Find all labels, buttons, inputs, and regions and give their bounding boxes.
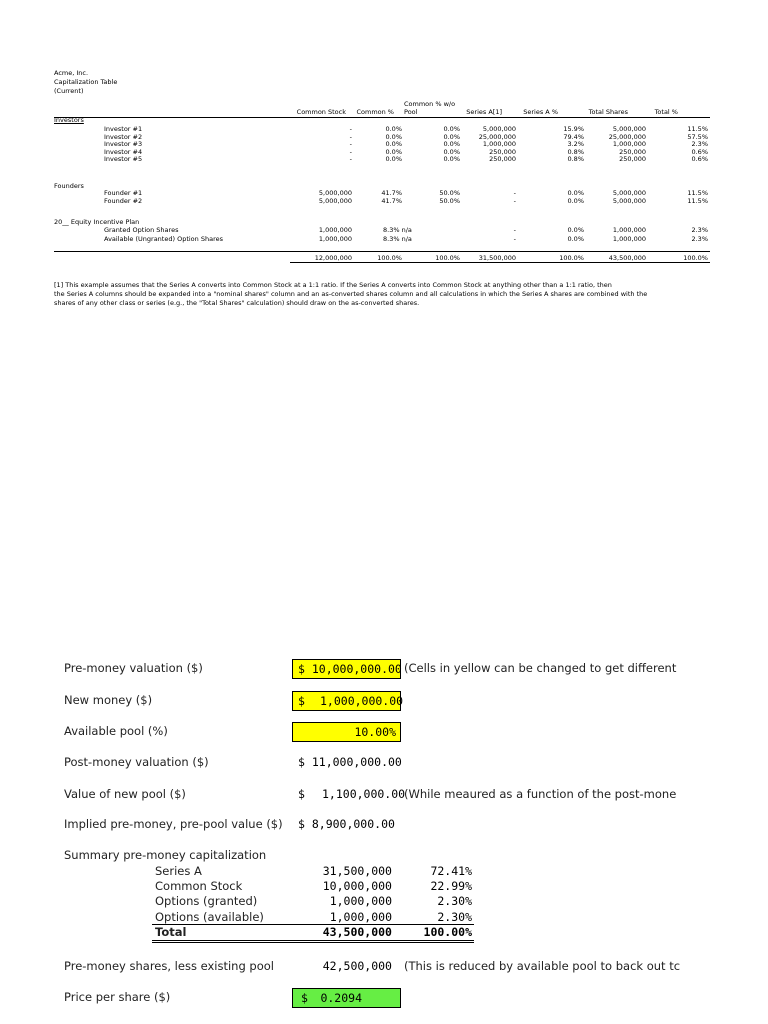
row-series-a-pct: 0.0% bbox=[567, 197, 584, 205]
new-money-dollar: $ bbox=[298, 694, 305, 708]
row-common-wo-pool: 0.0% bbox=[443, 140, 460, 149]
summary-row-pct: 2.30% bbox=[437, 909, 472, 924]
summary-row-shares: 1,000,000 bbox=[329, 894, 392, 909]
total-series-a: 31,500,000 bbox=[478, 254, 516, 262]
row-series-a: 25,000,000 bbox=[478, 132, 516, 141]
summary-total-rule-bottom bbox=[152, 940, 474, 941]
row-common-stock: - bbox=[349, 140, 352, 149]
row-common-pct: 0.0% bbox=[385, 132, 402, 141]
summary-total-pct: 100.00% bbox=[423, 925, 472, 939]
col-total-shares: Total Shares bbox=[588, 108, 628, 116]
row-common-pct: 41.7% bbox=[381, 189, 402, 197]
row-series-a-pct: 15.9% bbox=[563, 125, 584, 133]
row-total-pct: 0.6% bbox=[691, 155, 708, 164]
row-total-shares: 1,000,000 bbox=[612, 226, 646, 234]
row-common-pct: 8.3% n/a bbox=[383, 234, 412, 243]
footnote-line-3: shares of any other class or series (e.g., the "Total Shares" calculation) should draw on the as-converted shares. bbox=[54, 299, 420, 307]
post-money-value: $ 11,000,000.00 bbox=[298, 755, 402, 769]
price-dollar: $ bbox=[301, 991, 308, 1005]
row-series-a: 1,000,000 bbox=[482, 140, 516, 149]
row-common-stock: 5,000,000 bbox=[318, 197, 352, 205]
new-money-cell[interactable] bbox=[292, 691, 404, 711]
row-total-shares: 25,000,000 bbox=[608, 132, 646, 141]
pre-money-value: $ 10,000,000.00 bbox=[298, 662, 402, 676]
row-name: Investor #5 bbox=[104, 155, 143, 164]
summary-row-name: Options (granted) bbox=[155, 894, 258, 909]
row-name: Investor #4 bbox=[104, 147, 143, 156]
row-name: Granted Option Shares bbox=[104, 226, 179, 234]
row-common-pct: 0.0% bbox=[385, 140, 402, 149]
row-name: Investor #1 bbox=[104, 125, 143, 133]
summary-total-rule-double bbox=[152, 942, 474, 943]
pool-label: Available pool (%) bbox=[64, 724, 168, 738]
total-series-a-pct: 100.0% bbox=[559, 254, 584, 262]
summary-row-shares: 1,000,000 bbox=[329, 909, 392, 924]
row-total-shares: 250,000 bbox=[619, 147, 646, 156]
summary-row-name: Common Stock bbox=[155, 879, 243, 894]
pre-money-cell[interactable] bbox=[292, 659, 401, 679]
summary-row-name: Options (available) bbox=[155, 909, 264, 924]
pool-cell[interactable] bbox=[292, 722, 401, 742]
row-series-a-pct: 0.0% bbox=[567, 234, 584, 243]
row-common-pct: 0.0% bbox=[385, 155, 402, 164]
row-total-pct: 11.5% bbox=[687, 197, 708, 205]
section-founders: Founders bbox=[54, 182, 84, 190]
row-name: Available (Ungranted) Option Shares bbox=[104, 234, 223, 243]
new-money-label: New money ($) bbox=[64, 693, 153, 707]
row-series-a: 250,000 bbox=[489, 147, 516, 156]
row-common-pct: 8.3% n/a bbox=[383, 226, 412, 234]
pre-shares-value: 42,500,000 bbox=[322, 959, 392, 973]
row-common-stock: - bbox=[349, 155, 352, 164]
row-total-shares: 5,000,000 bbox=[612, 189, 646, 197]
summary-row-pct: 72.41% bbox=[430, 864, 472, 878]
row-total-pct: 2.3% bbox=[691, 226, 708, 234]
row-name: Founder #2 bbox=[104, 197, 143, 205]
row-common-wo-pool: 0.0% bbox=[443, 155, 460, 164]
row-series-a-pct: 0.8% bbox=[567, 147, 584, 156]
price-value: 0.2094 bbox=[320, 991, 362, 1005]
row-name: Investor #3 bbox=[104, 140, 143, 149]
new-money-value: 1,000,000.00 bbox=[320, 694, 404, 708]
row-common-pct: 41.7% bbox=[381, 197, 402, 205]
footnote-line-1: [1] This example assumes that the Series A converts into Common Stock at a 1:1 ratio. If the Series A converts into Common Stock at anything other than a 1:1 ratio, then bbox=[54, 281, 612, 289]
row-total-pct: 11.5% bbox=[687, 189, 708, 197]
col-total-pct: Total % bbox=[654, 108, 678, 116]
row-common-stock: 1,000,000 bbox=[318, 234, 352, 243]
price-label: Price per share ($) bbox=[64, 990, 171, 1004]
implied-label: Implied pre-money, pre-pool value ($) bbox=[64, 817, 283, 831]
row-common-wo-pool: 50.0% bbox=[439, 189, 460, 197]
row-series-a-pct: 0.0% bbox=[567, 189, 584, 197]
row-common-wo-pool: 0.0% bbox=[443, 125, 460, 133]
col-common-stock: Common Stock bbox=[296, 108, 346, 116]
row-series-a-pct: 0.8% bbox=[567, 155, 584, 164]
row-total-pct: 2.3% bbox=[691, 140, 708, 149]
col-common-pct: Common % bbox=[356, 108, 394, 116]
row-common-wo-pool: 0.0% bbox=[443, 147, 460, 156]
col-series-a: Series A[1] bbox=[466, 108, 502, 116]
sheet-subtitle: (Current) bbox=[54, 87, 84, 95]
row-series-a-pct: 0.0% bbox=[567, 226, 584, 234]
row-total-shares: 250,000 bbox=[619, 155, 646, 164]
total-total-pct: 100.0% bbox=[683, 254, 708, 262]
col-common-wo-pool-top: Common % w/o bbox=[404, 100, 456, 108]
totals-rule bbox=[54, 251, 710, 252]
total-common: 12,000,000 bbox=[314, 254, 352, 262]
row-series-a: 250,000 bbox=[489, 155, 516, 164]
total-total-shares: 43,500,000 bbox=[608, 254, 646, 262]
row-common-stock: - bbox=[349, 125, 352, 133]
pre-shares-note: (This is reduced by available pool to back out tc bbox=[404, 959, 681, 973]
new-pool-note: (While meaured as a function of the post-mone bbox=[404, 787, 677, 801]
row-series-a: - bbox=[513, 189, 516, 197]
new-pool-label: Value of new pool ($) bbox=[64, 787, 186, 801]
total-common-pct: 100.0% bbox=[377, 254, 402, 262]
row-total-pct: 2.3% bbox=[691, 234, 708, 243]
new-pool-dollar: $ bbox=[298, 787, 305, 801]
summary-label: Summary pre-money capitalization bbox=[64, 848, 267, 862]
footnote-line-2: the Series A columns should be expanded into a "nominal shares" column and an as-converted shares column and all calculations in which the Series A shares are combined with the bbox=[54, 290, 648, 298]
summary-row-shares: 31,500,000 bbox=[322, 864, 392, 878]
row-total-pct: 11.5% bbox=[687, 125, 708, 133]
row-series-a: - bbox=[513, 234, 516, 243]
summary-total-name: Total bbox=[155, 925, 187, 939]
row-common-stock: - bbox=[349, 132, 352, 141]
col-common-wo-pool-bottom: Pool bbox=[404, 108, 418, 116]
row-common-stock: 1,000,000 bbox=[318, 226, 352, 234]
row-total-pct: 0.6% bbox=[691, 147, 708, 156]
pre-money-label: Pre-money valuation ($) bbox=[64, 661, 203, 675]
row-series-a-pct: 3.2% bbox=[567, 140, 584, 149]
section-plan: 20__ Equity Incentive Plan bbox=[54, 218, 140, 226]
row-total-shares: 5,000,000 bbox=[612, 125, 646, 133]
row-name: Founder #1 bbox=[104, 189, 143, 197]
summary-row-name: Series A bbox=[155, 864, 202, 878]
post-money-label: Post-money valuation ($) bbox=[64, 755, 209, 769]
row-total-shares: 5,000,000 bbox=[612, 197, 646, 205]
pre-money-note: (Cells in yellow can be changed to get different bbox=[404, 661, 677, 675]
row-total-shares: 1,000,000 bbox=[612, 140, 646, 149]
summary-row-shares: 10,000,000 bbox=[322, 879, 392, 894]
row-name: Investor #2 bbox=[104, 132, 143, 141]
row-series-a: 5,000,000 bbox=[482, 125, 516, 133]
pre-shares-label: Pre-money shares, less existing pool bbox=[64, 959, 274, 973]
header-rule bbox=[54, 117, 710, 118]
row-common-wo-pool: 0.0% bbox=[443, 132, 460, 141]
summary-total-shares: 43,500,000 bbox=[322, 925, 392, 939]
row-series-a-pct: 79.4% bbox=[563, 132, 584, 141]
col-series-a-pct: Series A % bbox=[523, 108, 558, 116]
row-series-a: - bbox=[513, 226, 516, 234]
sheet-title: Capitalization Table bbox=[54, 78, 118, 86]
company-name: Acme, Inc. bbox=[54, 69, 89, 77]
new-pool-value: 1,100,000.00 bbox=[322, 787, 406, 801]
row-total-shares: 1,000,000 bbox=[612, 234, 646, 243]
row-common-pct: 0.0% bbox=[385, 147, 402, 156]
row-common-stock: - bbox=[349, 147, 352, 156]
row-series-a: - bbox=[513, 197, 516, 205]
row-total-pct: 57.5% bbox=[687, 132, 708, 141]
summary-row-pct: 2.30% bbox=[437, 894, 472, 909]
price-cell[interactable] bbox=[292, 988, 401, 1008]
section-investors: Investors bbox=[54, 116, 84, 124]
summary-row-pct: 22.99% bbox=[430, 879, 472, 894]
totals-underline bbox=[290, 262, 710, 263]
pool-value: 10.00% bbox=[354, 725, 396, 739]
total-wo-pool: 100.0% bbox=[435, 254, 460, 262]
row-common-pct: 0.0% bbox=[385, 125, 402, 133]
implied-value: $ 8,900,000.00 bbox=[298, 817, 395, 831]
row-common-stock: 5,000,000 bbox=[318, 189, 352, 197]
row-common-wo-pool: 50.0% bbox=[439, 197, 460, 205]
